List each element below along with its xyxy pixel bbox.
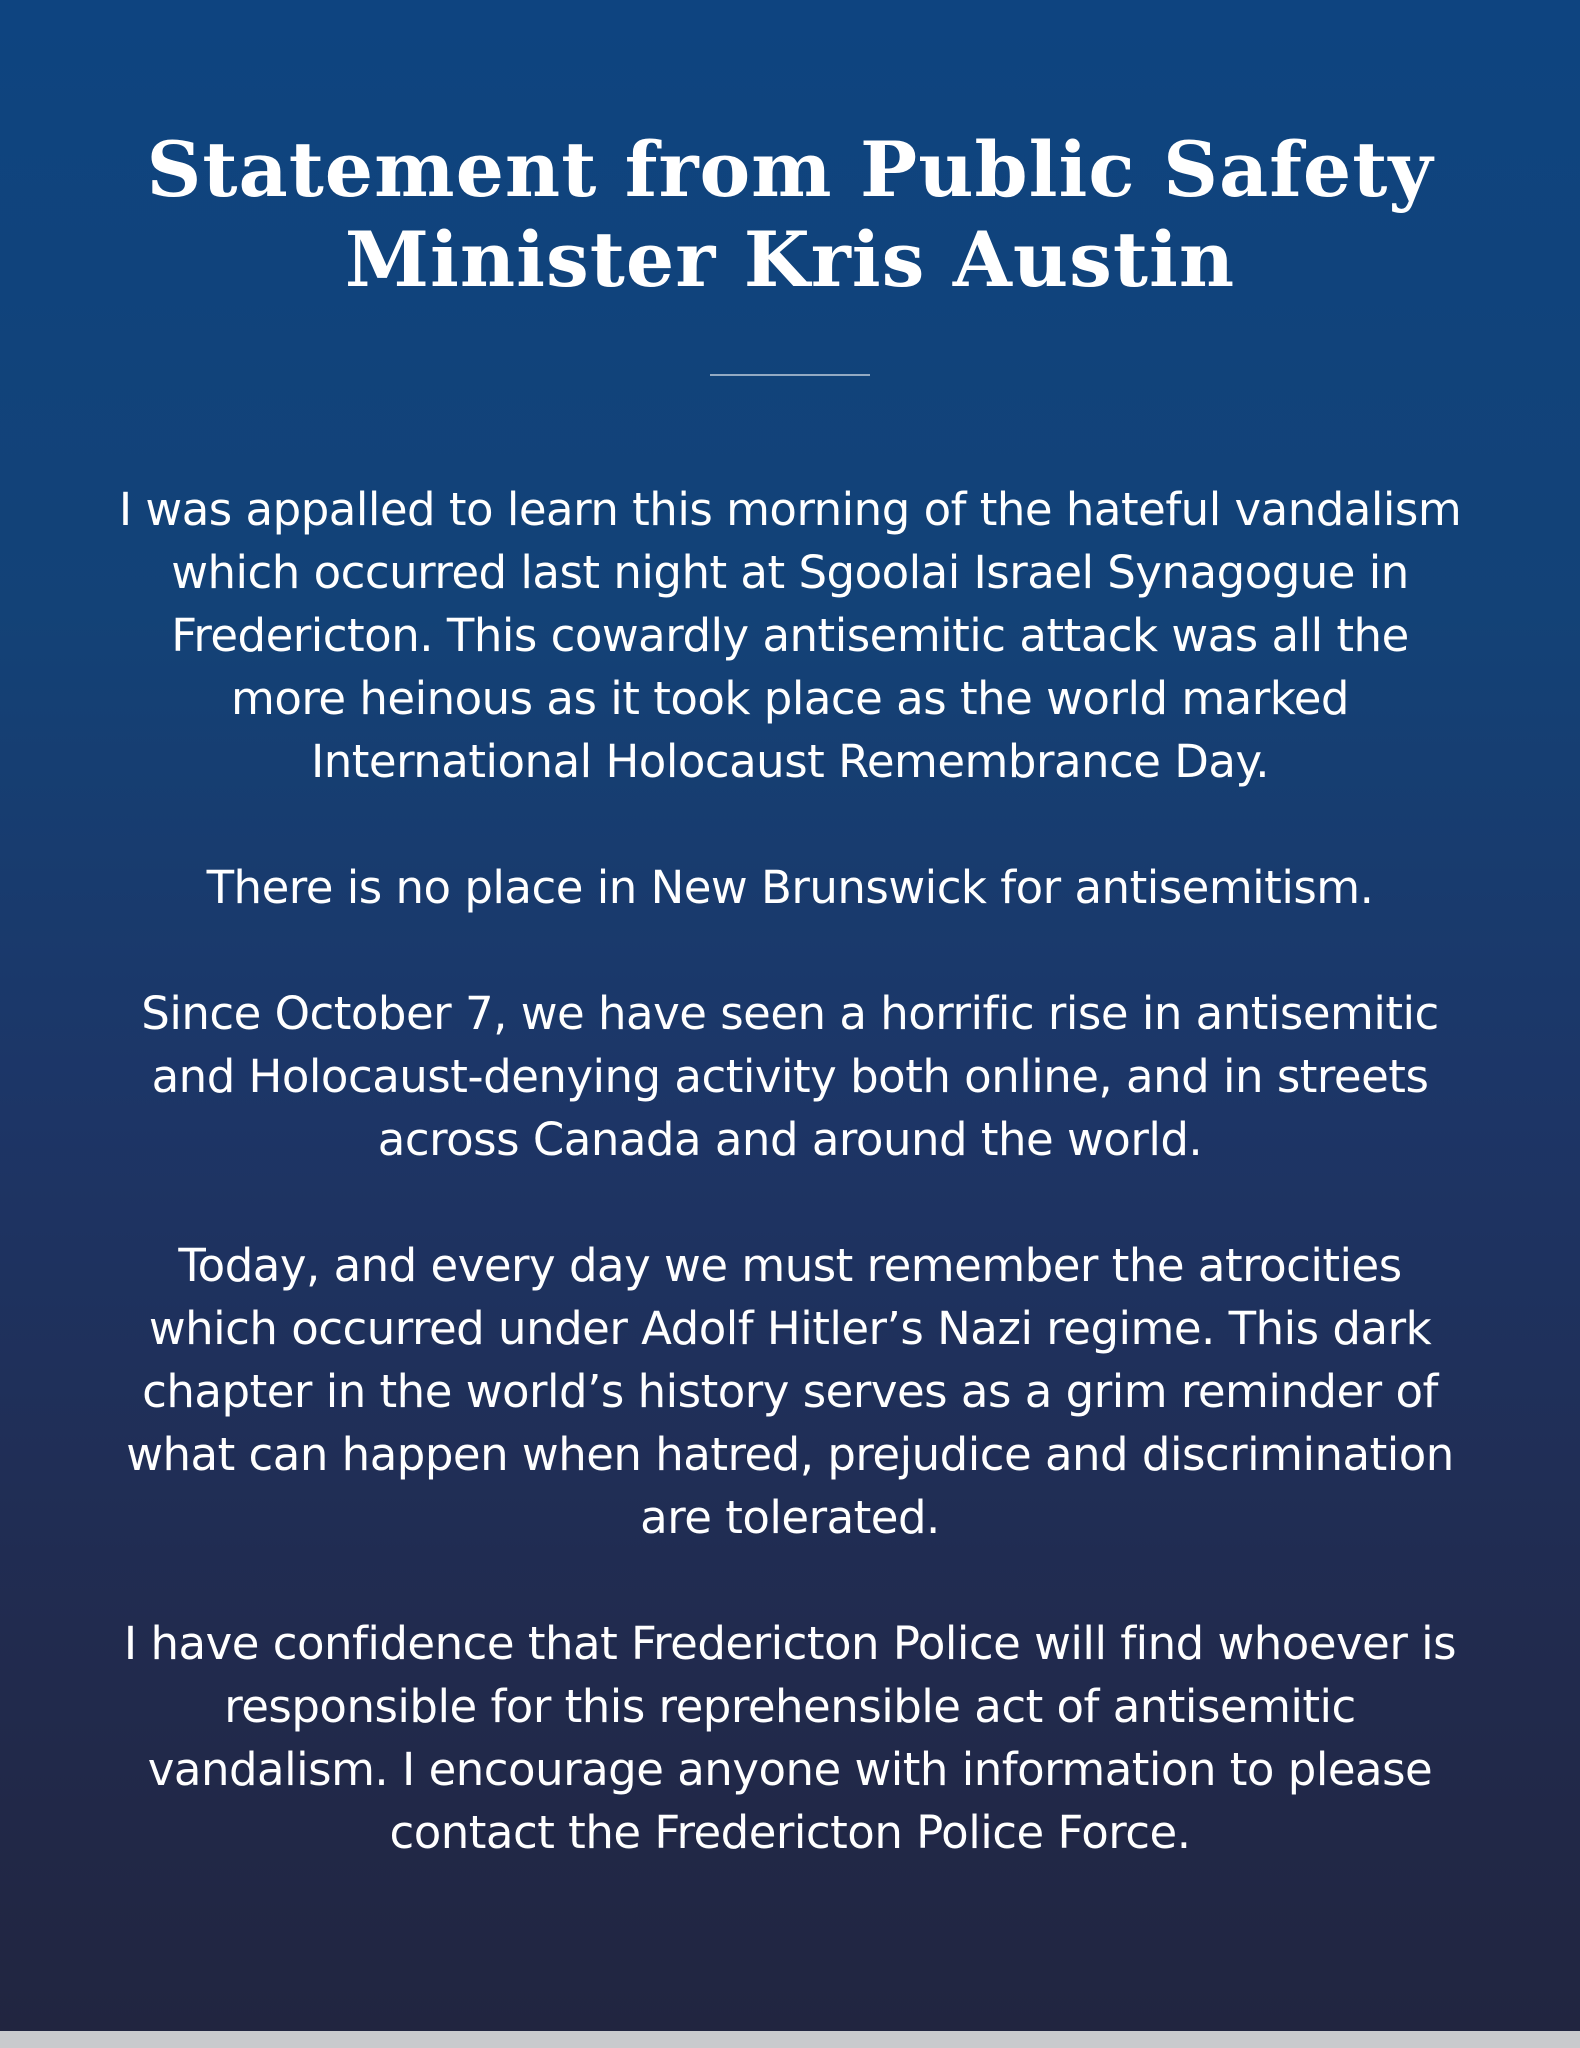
statement-title [80,125,1500,305]
title-line-1: Statement from Public Safety [146,125,1434,214]
paragraph-2: There is no place in New Brunswick for antisemitism. [206,861,1374,914]
statement-body [110,478,1470,1927]
title-divider [710,374,870,376]
paragraph-5: I have confidence that Fredericton Police will find whoever is responsible for this reprehensible act of antisemitic vandalism. I encourage anyone with information to please contact the Fredericton Police Force. [123,1617,1457,1859]
paragraph-1: I was appalled to learn this morning of the hateful vandalism which occurred last night at Sgoolai Israel Synagogue in Fredericton. This cowardly antisemitic attack was all the more heinous as it took place as the world marked International Holocaust Remembrance Day. [118,483,1462,788]
paragraph-4: Today, and every day we must remember the atrocities which occurred under Adolf Hitler’s Nazi regime. This dark chapter in the world’s history serves as a grim reminder of what can happen when hatred, prejudice and discrimination are tolerated. [126,1239,1454,1544]
paragraph-3: Since October 7, we have seen a horrific rise in antisemitic and Holocaust-denying activity both online, and in streets across Canada and around the world. [141,987,1439,1166]
bottom-border-strip [0,2031,1580,2048]
title-line-2: Minister Kris Austin [344,215,1236,304]
